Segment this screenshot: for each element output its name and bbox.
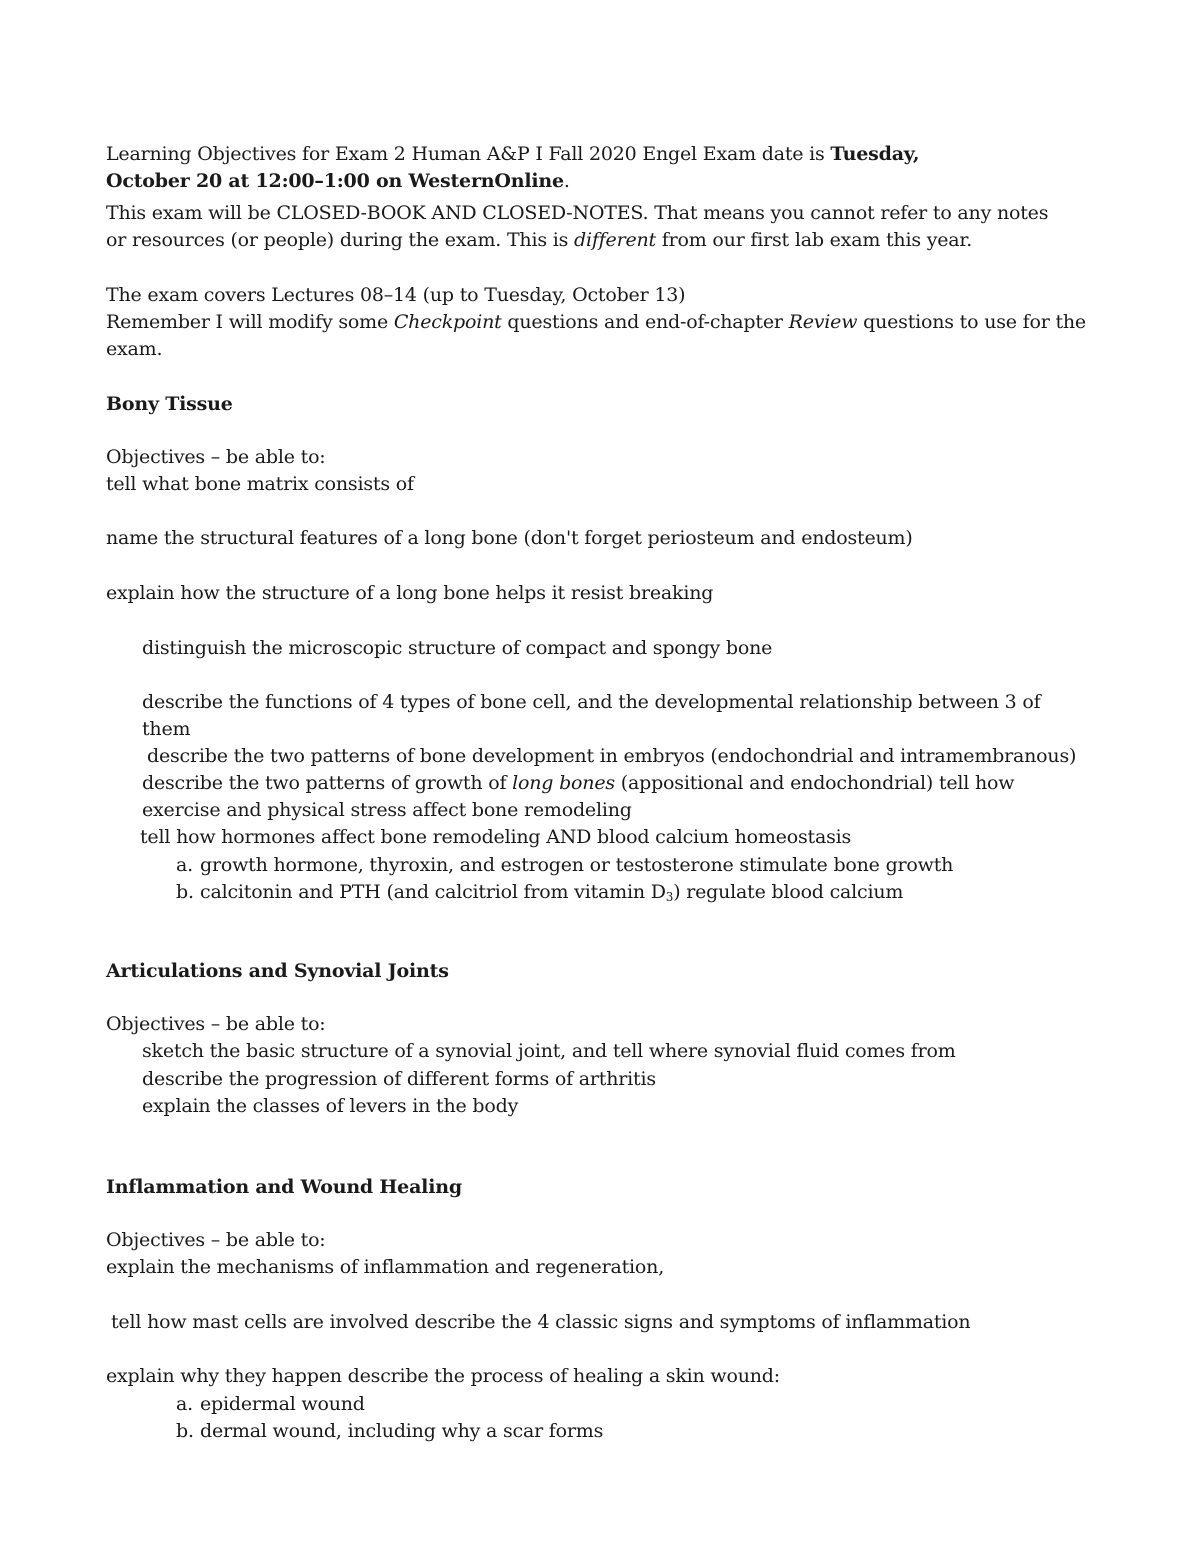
remember-line-1: [106, 309, 1086, 336]
bony-sub-item-a-marker: a.: [176, 854, 193, 876]
sub-b-text-end: ) regulate blood calcium: [673, 881, 904, 903]
exam-date-time: October 20 at 12:00–1:00 on WesternOnline: [106, 170, 564, 192]
joints-objective: sketch the basic structure of a synovial joint, and tell where synovial fluid comes from: [142, 1040, 956, 1062]
bony-objective-growth: [142, 770, 1014, 797]
joints-objectives-label: Objectives – be able to:: [106, 1013, 326, 1035]
inflammation-objective: tell how mast cells are involved describe the 4 classic signs and symptoms of inflammation: [111, 1311, 971, 1333]
remember-text: Remember I will modify some: [106, 311, 394, 333]
bony-objectives-label: Objectives – be able to:: [106, 446, 326, 468]
lectures-covered: The exam covers Lectures 08–14 (up to Tuesday, October 13): [106, 284, 686, 306]
remember-line-2: exam.: [106, 338, 163, 360]
exam-date-line: [106, 168, 570, 195]
inflammation-sub-item-a: epidermal wound: [200, 1393, 365, 1415]
bony-objective: tell how hormones affect bone remodeling AND blood calcium homeostasis: [140, 826, 852, 848]
subscript-3: 3: [665, 890, 674, 904]
growth-text-end: (appositional and endochondrial) tell how: [614, 772, 1015, 794]
section-heading-bony-tissue: Bony Tissue: [106, 393, 233, 415]
inflammation-objective: explain why they happen describe the process of healing a skin wound:: [106, 1365, 780, 1387]
bony-objective-continuation: them: [142, 718, 191, 740]
bony-objective: distinguish the microscopic structure of compact and spongy bone: [142, 637, 773, 659]
closed-book-text-end: from our first lab exam this year.: [655, 229, 973, 251]
closed-book-text: or resources (or people) during the exam. This is: [106, 229, 575, 251]
bony-objective-continuation: exercise and physical stress affect bone remodeling: [142, 799, 632, 821]
remember-text-end: questions to use for the: [857, 311, 1086, 333]
exam-date-period: .: [563, 170, 570, 192]
bony-sub-item-b: [200, 879, 903, 906]
review-emphasis: Review: [788, 311, 858, 333]
growth-text: describe the two patterns of growth of: [142, 772, 513, 794]
inflammation-sub-item-a-marker: a.: [176, 1393, 193, 1415]
inflammation-objectives-label: Objectives – be able to:: [106, 1229, 326, 1251]
exam-day: Tuesday,: [830, 143, 920, 165]
remember-text-mid: questions and end-of-chapter: [501, 311, 789, 333]
checkpoint-emphasis: Checkpoint: [393, 311, 502, 333]
closed-book-line-1: This exam will be CLOSED-BOOK AND CLOSED-NOTES. That means you cannot refer to any notes: [106, 202, 1049, 224]
inflammation-sub-item-b: dermal wound, including why a scar forms: [200, 1420, 604, 1442]
sub-b-text: calcitonin and PTH (and calcitriol from vitamin D: [200, 881, 666, 903]
section-heading-inflammation: Inflammation and Wound Healing: [106, 1176, 462, 1198]
bony-objective: describe the two patterns of bone development in embryos (endochondrial and intramembranous): [147, 745, 1077, 767]
bony-objective: explain how the structure of a long bone helps it resist breaking: [106, 582, 714, 604]
long-bones-emphasis: long bones: [512, 772, 615, 794]
closed-book-line-2: [106, 227, 972, 254]
bony-objective: describe the functions of 4 types of bone cell, and the developmental relationship between 3 of: [142, 691, 1041, 713]
inflammation-sub-item-b-marker: b.: [176, 1420, 194, 1442]
inflammation-objective: explain the mechanisms of inflammation and regeneration,: [106, 1256, 665, 1278]
bony-sub-item-b-marker: b.: [176, 881, 194, 903]
intro-title-text: Learning Objectives for Exam 2 Human A&P I Fall 2020 Engel Exam date is: [106, 143, 831, 165]
bony-objective: name the structural features of a long bone (don't forget periosteum and endosteum): [106, 527, 913, 549]
joints-objective: explain the classes of levers in the body: [142, 1095, 519, 1117]
joints-objective: describe the progression of different forms of arthritis: [142, 1068, 656, 1090]
bony-sub-item-a: growth hormone, thyroxin, and estrogen or testosterone stimulate bone growth: [200, 854, 954, 876]
intro-title-line: [106, 141, 919, 168]
bony-objective: tell what bone matrix consists of: [106, 473, 414, 495]
section-heading-articulations: Articulations and Synovial Joints: [106, 960, 449, 982]
different-emphasis: different: [574, 229, 656, 251]
